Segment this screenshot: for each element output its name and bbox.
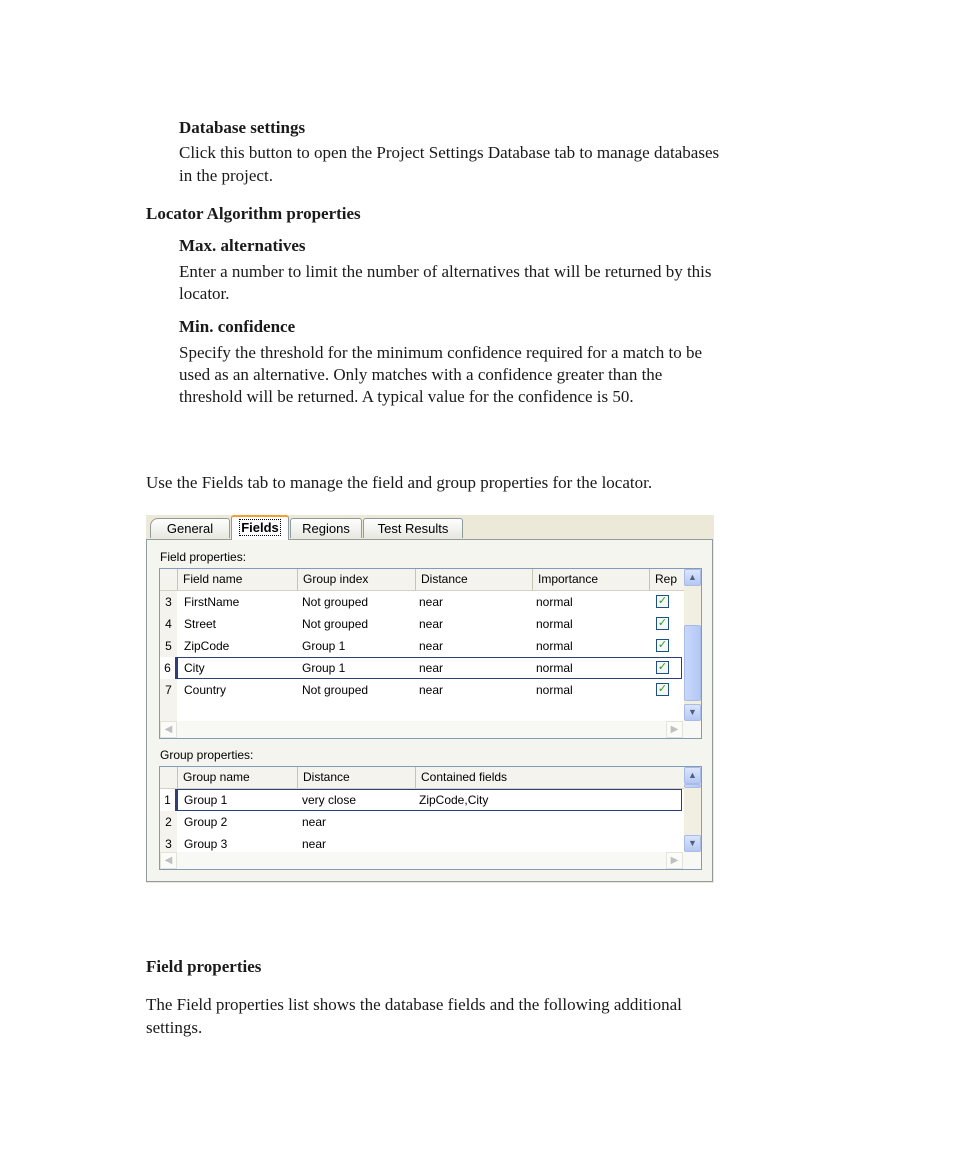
col-group-name[interactable]: Group name: [177, 767, 297, 788]
contained-fields-cell[interactable]: ZipCode,City: [419, 793, 489, 807]
chevron-up-icon[interactable]: ▲: [684, 569, 701, 586]
field-properties-heading: Field properties: [146, 957, 262, 976]
table-row[interactable]: [160, 833, 684, 852]
chevron-down-icon[interactable]: ▼: [684, 704, 701, 721]
row-number: 4: [160, 613, 177, 635]
field-name-cell[interactable]: Street: [184, 617, 217, 631]
importance-cell[interactable]: normal: [536, 639, 573, 653]
row-number: 6: [160, 657, 177, 679]
row-number: 2: [160, 811, 177, 833]
group-name-cell[interactable]: Group 2: [184, 815, 228, 829]
chevron-down-icon[interactable]: ▼: [684, 835, 701, 852]
col-group-distance[interactable]: Distance: [297, 767, 415, 788]
field-name-cell[interactable]: City: [184, 661, 205, 675]
col-distance[interactable]: Distance: [415, 569, 532, 590]
importance-cell[interactable]: normal: [536, 683, 573, 697]
field-grid-horizontal-scrollbar[interactable]: [160, 721, 701, 738]
importance-cell[interactable]: normal: [536, 661, 573, 675]
field-name-cell[interactable]: Country: [184, 683, 227, 697]
rep-checkbox[interactable]: ✓: [657, 595, 668, 607]
table-row[interactable]: [160, 591, 684, 613]
tab-test-results[interactable]: [363, 518, 463, 538]
row-number: 3: [160, 591, 177, 613]
tab-test-results-label: Test Results: [377, 521, 449, 536]
chevron-right-icon[interactable]: ▶: [666, 721, 683, 738]
importance-cell[interactable]: normal: [536, 595, 573, 609]
field-properties-label: Field properties:: [160, 550, 247, 564]
col-rep[interactable]: Rep: [649, 569, 684, 590]
field-name-cell[interactable]: FirstName: [184, 595, 240, 609]
distance-cell[interactable]: near: [419, 683, 444, 697]
table-row[interactable]: [160, 811, 684, 833]
group-properties-grid[interactable]: [159, 766, 702, 870]
col-group-index[interactable]: Group index: [297, 569, 415, 590]
row-header-spacer: [160, 701, 177, 721]
table-row[interactable]: [160, 679, 684, 701]
group-grid-vertical-scrollbar[interactable]: [684, 767, 701, 852]
contained-fields-cell[interactable]: [413, 811, 419, 833]
row-number: 5: [160, 635, 177, 657]
min-conf-title: Min. confidence: [179, 317, 296, 336]
db-settings-desc-2: in the project.: [179, 166, 273, 185]
col-importance[interactable]: Importance: [532, 569, 649, 590]
table-row[interactable]: [160, 635, 684, 657]
tab-regions[interactable]: [290, 518, 362, 538]
max-alt-title: Max. alternatives: [179, 236, 306, 255]
tab-general[interactable]: [150, 518, 230, 538]
rep-checkbox[interactable]: ✓: [657, 639, 668, 651]
min-conf-desc-2: used as an alternative. Only matches with a confidence greater than the: [179, 365, 663, 384]
max-alt-desc-1: Enter a number to limit the number of alternatives that will be returned by this: [179, 262, 712, 281]
chevron-left-icon[interactable]: ◀: [160, 721, 177, 738]
field-properties-grid[interactable]: [159, 568, 702, 739]
group-index-cell[interactable]: Group 1: [302, 639, 346, 653]
group-properties-label: Group properties:: [160, 748, 254, 762]
group-name-cell[interactable]: Group 3: [184, 837, 228, 851]
table-row[interactable]: [160, 613, 684, 635]
scroll-thumb[interactable]: [684, 625, 701, 701]
field-grid-vertical-scrollbar[interactable]: [684, 569, 701, 721]
field-grid-header: [160, 569, 684, 591]
rep-checkbox[interactable]: ✓: [657, 683, 668, 695]
field-name-cell[interactable]: ZipCode: [184, 639, 230, 653]
contained-fields-cell[interactable]: [413, 833, 419, 852]
fields-tab-screenshot: [146, 515, 714, 883]
group-distance-cell[interactable]: very close: [302, 793, 357, 807]
row-number: 1: [160, 789, 177, 811]
distance-cell[interactable]: near: [419, 639, 444, 653]
table-row-selected[interactable]: [160, 789, 684, 811]
max-alt-desc-2: locator.: [179, 284, 230, 303]
tab-fields[interactable]: [231, 515, 289, 540]
tab-bar: [146, 515, 714, 539]
importance-cell[interactable]: normal: [536, 617, 573, 631]
db-settings-title: Database settings: [179, 118, 306, 137]
fields-tab-panel: [146, 539, 713, 882]
locator-heading: Locator Algorithm properties: [146, 204, 361, 223]
rep-checkbox[interactable]: ✓: [657, 617, 668, 629]
rep-checkbox[interactable]: ✓: [657, 661, 668, 673]
chevron-up-icon[interactable]: ▲: [684, 767, 701, 784]
field-properties-desc-2: settings.: [146, 1018, 203, 1037]
distance-cell[interactable]: near: [419, 595, 444, 609]
group-grid-header: [160, 767, 684, 789]
min-conf-desc-1: Specify the threshold for the minimum confidence required for a match to be: [179, 343, 703, 362]
tab-general-label: General: [166, 521, 214, 536]
row-number: 7: [160, 679, 177, 701]
group-index-cell[interactable]: Not grouped: [302, 683, 369, 697]
group-distance-cell[interactable]: near: [302, 815, 327, 829]
db-settings-desc-1: Click this button to open the Project Settings Database tab to manage databases: [179, 143, 720, 162]
tab-fields-label: Fields: [241, 520, 279, 535]
table-row-selected[interactable]: [160, 657, 684, 679]
row-number: 3: [160, 833, 177, 852]
col-field-name[interactable]: Field name: [177, 569, 297, 590]
group-grid-horizontal-scrollbar[interactable]: [160, 852, 701, 869]
chevron-left-icon[interactable]: ◀: [160, 852, 177, 869]
field-properties-desc-1: The Field properties list shows the database fields and the following additional: [146, 995, 682, 1014]
tab-regions-label: Regions: [302, 521, 350, 536]
group-index-cell[interactable]: Group 1: [302, 661, 346, 675]
scroll-thumb[interactable]: [684, 784, 701, 788]
min-conf-desc-3: threshold will be returned. A typical value for the confidence is 50.: [179, 387, 634, 406]
group-distance-cell[interactable]: near: [302, 837, 327, 851]
chevron-right-icon[interactable]: ▶: [666, 852, 683, 869]
group-name-cell[interactable]: Group 1: [184, 793, 228, 807]
group-index-cell[interactable]: Not grouped: [302, 595, 369, 609]
distance-cell[interactable]: near: [419, 661, 444, 675]
group-index-cell[interactable]: Not grouped: [302, 617, 369, 631]
fields-intro: Use the Fields tab to manage the field and group properties for the locator.: [146, 473, 653, 492]
col-contained-fields[interactable]: Contained fields: [415, 767, 684, 788]
distance-cell[interactable]: near: [419, 617, 444, 631]
